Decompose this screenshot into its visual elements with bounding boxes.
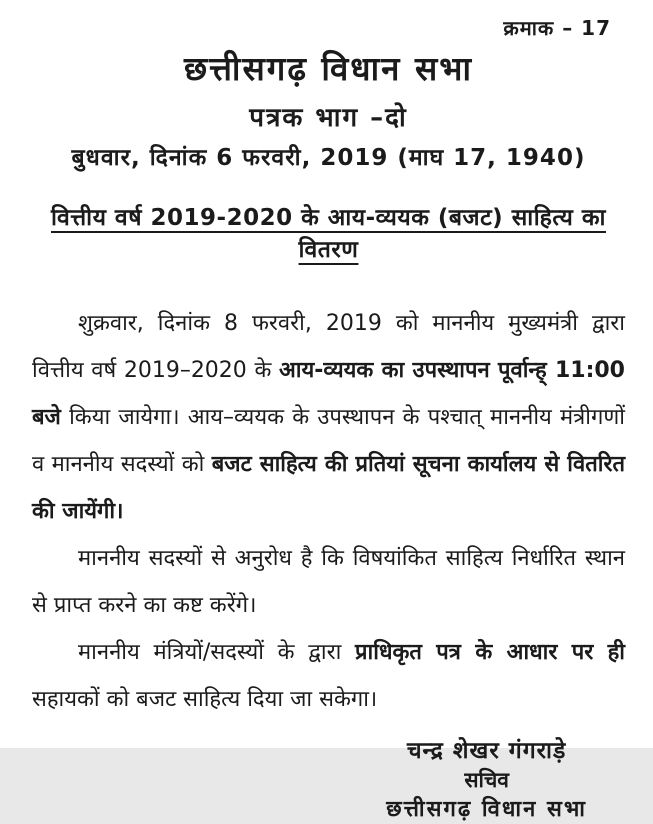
body-paragraph-2: [32, 535, 625, 629]
page-title: छत्तीसगढ़ विधान सभा: [183, 49, 474, 88]
serial-number: क्रमाक – 17: [503, 16, 611, 40]
signatory-designation: सचिव: [464, 768, 509, 792]
signatory-organization: छत्तीसगढ़ विधान सभा: [386, 797, 587, 822]
text-run: माननीय मंत्रियों/सदस्यों के द्वारा: [78, 640, 356, 665]
signatory-name: चन्द्र शेखर गंगराड़े: [406, 738, 567, 764]
signature-block: [386, 737, 587, 824]
document-date: बुधवार, दिनांक 6 फरवरी, 2019 (माघ 17, 1940): [71, 145, 586, 171]
body-paragraph-1: [32, 300, 625, 535]
body-paragraph-3: [32, 629, 625, 723]
text-run-bold: आय-व्ययक का उपस्थापन पूर्वान्ह् 11:00 बजे: [32, 358, 625, 430]
subject-heading: वित्तीय वर्ष 2019-2020 के आय-व्ययक (बजट) साहित्य का वितरण: [50, 205, 607, 263]
text-run: शुक्रवार, दिनांक 8 फरवरी, 2019 को माननीय मुख्यमंत्री द्वारा वित्तीय वर्ष 2019–2020 के: [32, 311, 625, 383]
text-run: माननीय सदस्यों से अनुरोध है कि विषयांकित साहित्य निर्धारित स्थान से प्राप्त करने का कष्ट करेंगे।: [32, 546, 625, 618]
document-part-subtitle: पत्रक भाग –दो: [249, 103, 408, 133]
document-body: [32, 300, 625, 723]
text-run-bold: बजट साहित्य की प्रतियां सूचना कार्यालय से वितरित की जायेंगी।: [32, 452, 625, 524]
text-run: किया जायेगा। आय–व्ययक के उपस्थापन के पश्चात् माननीय मंत्रीगणों व माननीय सदस्यों को: [32, 405, 625, 477]
text-run-bold: प्राधिकृत पत्र के आधार पर ही: [355, 640, 625, 665]
text-run: सहायकों को बजट साहित्य दिया जा सकेगा।: [32, 687, 378, 712]
